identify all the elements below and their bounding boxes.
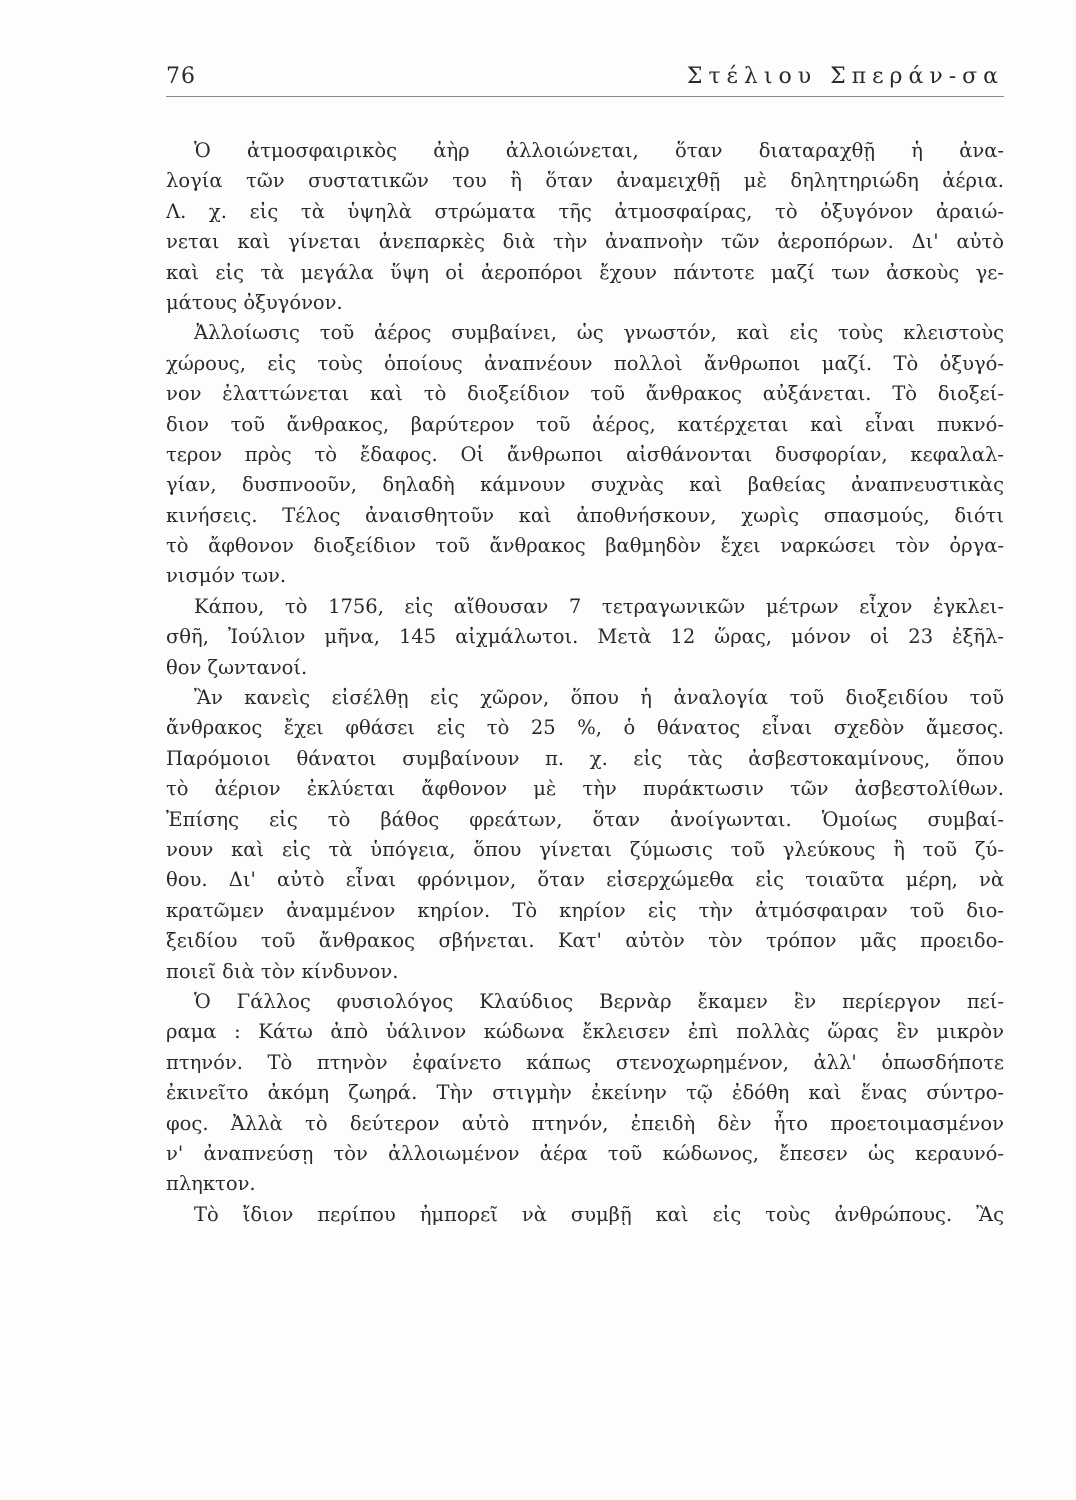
text-line: θου. Δι' αὐτὸ εἶναι φρόνιμον, ὅταν εἰσερχώμεθα εἰς τοιαῦτα μέρη, νὰ xyxy=(166,868,1004,892)
text-line: νον ἐλαττώνεται καὶ τὸ διοξείδιον τοῦ ἄνθρακος αὐξάνεται. Τὸ διοξεί- xyxy=(166,382,1004,406)
text-line: φος. Ἀλλὰ τὸ δεύτερον αὐτὸ πτηνόν, ἐπειδὴ δὲν ἦτο προετοιμασμένον xyxy=(166,1111,1004,1135)
text-line: μάτους ὀξυγόνον. xyxy=(166,290,343,314)
text-line: Λ. χ. εἰς τὰ ὑψηλὰ στρώματα τῆς ἀτμοσφαίρας, τὸ ὀξυγόνον ἀραιώ- xyxy=(166,199,1004,223)
body-text xyxy=(166,136,1004,1230)
text-line: πτηνόν. Τὸ πτηνὸν ἐφαίνετο κάπως στενοχωρημένον, ἀλλ' ὁπωσδήποτε xyxy=(166,1050,1004,1074)
text-line: ραμα : Κάτω ἀπὸ ὑάλινον κώδωνα ἔκλεισεν ἐπὶ πολλὰς ὥρας ἓν μικρὸν xyxy=(166,1020,1004,1044)
text-line: ἄνθρακος ἔχει φθάσει εἰς τὸ 25 %, ὁ θάνατος εἶναι σχεδὸν ἄμεσος. xyxy=(166,716,1004,740)
text-line: νισμόν των. xyxy=(166,564,287,588)
text-line: Ἐπίσης εἰς τὸ βάθος φρεάτων, ὅταν ἀνοίγωνται. Ὁμοίως συμβαί- xyxy=(166,807,1004,831)
text-line: πληκτον. xyxy=(166,1172,256,1196)
text-line: Ὁ Γάλλος φυσιολόγος Κλαύδιος Βερνὰρ ἔκαμεν ἓν περίεργον πεί- xyxy=(194,989,1004,1013)
text-line: διον τοῦ ἄνθρακος, βαρύτερον τοῦ ἀέρος, κατέρχεται καὶ εἶναι πυκνό- xyxy=(166,412,1004,436)
text-line: χώρους, εἰς τοὺς ὁποίους ἀναπνέουν πολλοὶ ἄνθρωποι μαζί. Τὸ ὀξυγό- xyxy=(166,351,1004,375)
running-head: Στέλιου Σπεράν-σα xyxy=(686,64,1004,89)
text-line: Κάπου, τὸ 1756, εἰς αἴθουσαν 7 τετραγωνικῶν μέτρων εἶχον ἐγκλει- xyxy=(194,594,1004,618)
text-line: τερον πρὸς τὸ ἔδαφος. Οἱ ἄνθρωποι αἰσθάνονται δυσφορίαν, κεφαλαλ- xyxy=(166,442,1004,466)
text-line: κινήσεις. Τέλος ἀναισθητοῦν καὶ ἀποθνήσκουν, χωρὶς σπασμούς, διότι xyxy=(166,503,1004,527)
text-line: τὸ ἀέριον ἐκλύεται ἄφθονον μὲ τὴν πυράκτωσιν τῶν ἀσβεστολίθων. xyxy=(166,777,1004,801)
text-line: νεται καὶ γίνεται ἀνεπαρκὲς διὰ τὴν ἀναπνοὴν τῶν ἀεροπόρων. Δι' αὐτὸ xyxy=(166,230,1004,254)
page-number: 76 xyxy=(166,64,196,89)
text-line: ν' ἀναπνεύσῃ τὸν ἀλλοιωμένον ἀέρα τοῦ κώδωνος, ἔπεσεν ὡς κεραυνό- xyxy=(166,1141,1004,1165)
text-line: Ἂν κανεὶς εἰσέλθῃ εἰς χῶρον, ὅπου ἡ ἀναλογία τοῦ διοξειδίου τοῦ xyxy=(194,686,1004,710)
text-line: Τὸ ἴδιον περίπου ἠμπορεῖ νὰ συμβῇ καὶ εἰς τοὺς ἀνθρώπους. Ἂς xyxy=(194,1202,1004,1226)
text-line: σθῆ, Ἰούλιον μῆνα, 145 αἰχμάλωτοι. Μετὰ 12 ὥρας, μόνον οἱ 23 ἐξῆλ- xyxy=(166,625,1004,649)
text-line: ἐκινεῖτο ἀκόμη ζωηρά. Τὴν στιγμὴν ἐκείνην τῷ ἐδόθη καὶ ἕνας σύντρο- xyxy=(166,1081,1004,1105)
text-line: ποιεῖ διὰ τὸν κίνδυνον. xyxy=(166,959,399,983)
page-header xyxy=(166,64,1004,97)
text-line: Παρόμοιοι θάνατοι συμβαίνουν π. χ. εἰς τὰς ἀσβεστοκαμίνους, ὅπου xyxy=(166,746,1004,770)
text-line: γίαν, δυσπνοοῦν, δηλαδὴ κάμνουν συχνὰς καὶ βαθείας ἀναπνευστικὰς xyxy=(166,473,1004,497)
text-line: νουν καὶ εἰς τὰ ὑπόγεια, ὅπου γίνεται ζύμωσις τοῦ γλεύκους ἢ τοῦ ζύ- xyxy=(166,837,1004,861)
text-line: καὶ εἰς τὰ μεγάλα ὕψη οἱ ἀεροπόροι ἔχουν πάντοτε μαζί των ἀσκοὺς γε- xyxy=(166,260,1004,284)
text-line: ξειδίου τοῦ ἄνθρακος σβήνεται. Κατ' αὐτὸν τὸν τρόπον μᾶς προειδο- xyxy=(166,929,1004,953)
text-line: τὸ ἄφθονον διοξείδιον τοῦ ἄνθρακος βαθμηδὸν ἔχει ναρκώσει τὸν ὀργα- xyxy=(166,534,1004,558)
text-line: λογία τῶν συστατικῶν του ἢ ὅταν ἀναμειχθῇ μὲ δηλητηριώδη ἀέρια. xyxy=(166,169,1004,193)
text-line: κρατῶμεν ἀναμμένον κηρίον. Τὸ κηρίον εἰς τὴν ἀτμόσφαιραν τοῦ διο- xyxy=(166,898,1004,922)
text-line: θον ζωντανοί. xyxy=(166,655,308,679)
text-line: Ὁ ἀτμοσφαιρικὸς ἀὴρ ἀλλοιώνεται, ὅταν διαταραχθῇ ἡ ἀνα- xyxy=(194,139,1004,162)
text-line: Ἀλλοίωσις τοῦ ἀέρος συμβαίνει, ὡς γνωστόν, καὶ εἰς τοὺς κλειστοὺς xyxy=(194,321,1004,345)
